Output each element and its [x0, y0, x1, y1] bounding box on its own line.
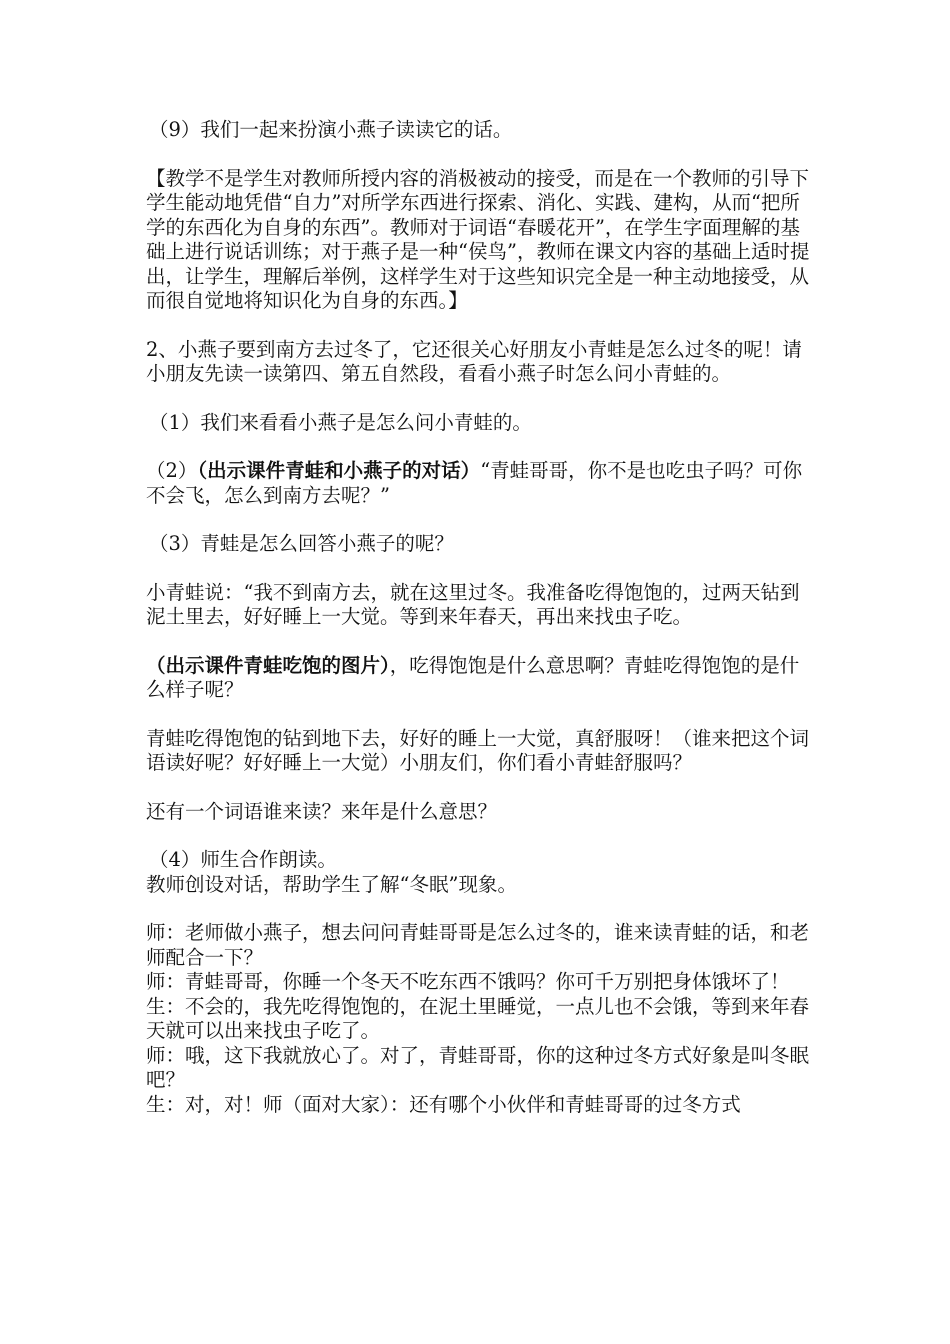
dialogue-line-teacher-3: 师：哦，这下我就放心了。对了，青蛙哥哥，你的这种过冬方式好象是叫冬眠吧？ — [146, 1043, 810, 1091]
dialogue-line-teacher-2: 师：青蛙哥哥，你睡一个冬天不吃东西不饿吗？你可千万别把身体饿坏了！ — [146, 970, 790, 993]
dialogue-line-student-1: 生：不会的，我先吃得饱饱的，在泥土里睡觉，一点儿也不会饿，等到来年春天就可以出来找虫子吃了。 — [146, 994, 810, 1042]
paragraph-comfortable: 青蛙吃得饱饱的钻到地下去，好好的睡上一大觉，真舒服呀！（谁来把这个词语读好呢？好好睡上一大觉）小朋友们，你们看小青蛙舒服吗？ — [146, 726, 810, 774]
paragraph-frog-full-picture — [146, 654, 816, 703]
courseware-note-dialogue: （出示课件青蛙和小燕子的对话） — [197, 459, 481, 482]
dialogue-line-teacher-1: 师：老师做小燕子，想去问问青蛙哥哥是怎么过冬的，谁来读青蛙的话，和老师配合一下？ — [146, 921, 810, 969]
paragraph-next-year: 还有一个词语谁来读？来年是什么意思？ — [146, 799, 498, 823]
paragraph-section-2: 2、小燕子要到南方去过冬了，它还很关心好朋友小青蛙是怎么过冬的呢！请小朋友先读一读第四、第五自然段，看看小燕子时怎么问小青蛙的。 — [146, 337, 802, 385]
paragraph-step-3: （3）青蛙是怎么回答小燕子的呢？ — [149, 532, 454, 555]
paragraph-step-1: （1）我们来看看小燕子是怎么问小青蛙的。 — [149, 410, 532, 434]
teaching-commentary: 【教学不是学生对教师所授内容的消极被动的接受，而是在一个教师的引导下学生能动地凭借“自力”对所学东西进行探索、消化、实践、建构，从而“把所学的东西化为自身的东西”。教师对于词语“春暖花开”，在学生字面理解的基础上进行说话训练；对于燕子是一种“侯鸟”，教师在课文内容的基础上适时提出，让学生，理解后举例，这样学生对于这些知识完全是一种主动地接受，从而很自觉地将知识化为自身的东西。】 — [146, 166, 810, 312]
swallow-question-quote: “青蛙哥哥，你不是也吃虫子吗？可你不会飞，怎么到南方去呢？” — [146, 459, 803, 507]
dialogue-line-student-2: 生：对，对！师（面对大家）：还有哪个小伙伴和青蛙哥哥的过冬方式 — [146, 1092, 741, 1116]
paragraph-step-2 — [146, 459, 816, 508]
courseware-note-picture: （出示课件青蛙吃饱的图片） — [146, 653, 390, 677]
paragraph-step-4: （4）师生合作朗读。 — [149, 848, 337, 871]
paragraph-step-9: （9）我们一起来扮演小燕子读读它的话。 — [149, 118, 513, 141]
frog-answer-paragraph: 小青蛙说：“我不到南方去，就在这里过冬。我准备吃得饱饱的，过两天钻到泥土里去，好好睡上一大觉。等到来年春天，再出来找虫子吃。 — [146, 580, 800, 628]
picture-question: ，吃得饱饱是什么意思啊？青蛙吃得饱饱的是什么样子呢？ — [146, 653, 800, 701]
paragraph-hibernation: 教师创设对话，帮助学生了解“冬眠”现象。 — [146, 872, 517, 896]
document-body — [146, 118, 816, 1117]
step-2-number: （2） — [146, 459, 198, 482]
